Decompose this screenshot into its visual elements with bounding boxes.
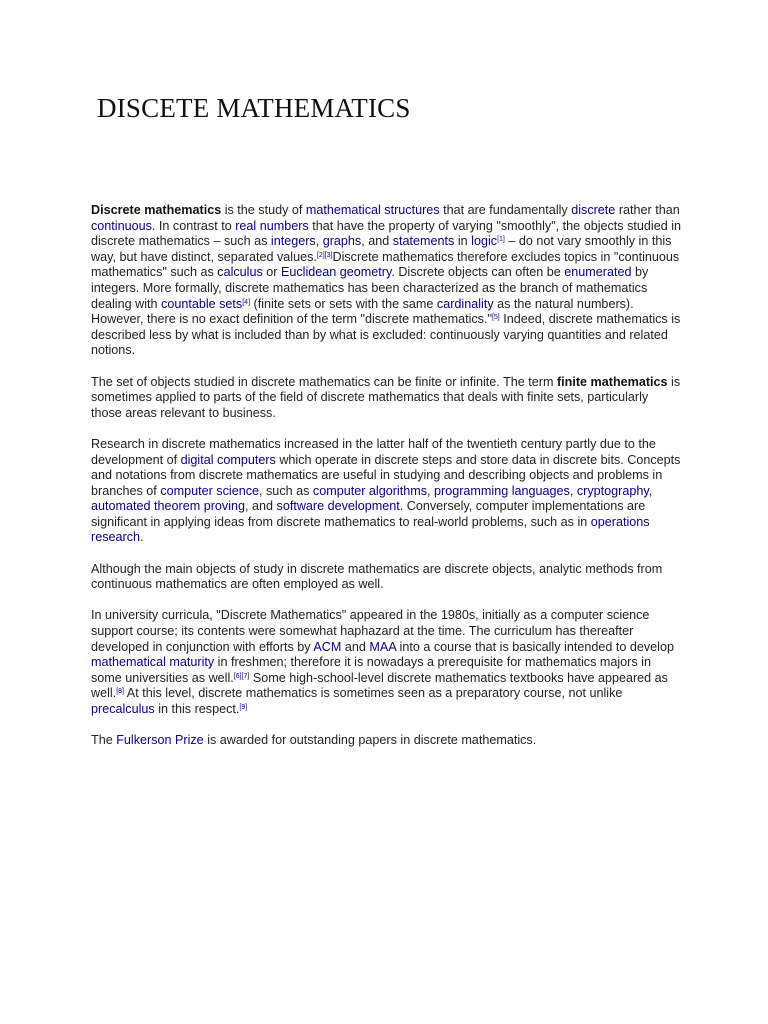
link-automated-theorem-proving[interactable]: automated theorem proving (91, 499, 246, 514)
text-run: , (569, 483, 577, 498)
text-run: . In contrast to (151, 218, 236, 233)
text-run: The set of objects studied in discrete mathematics can be finite or infinite. The term (91, 374, 557, 389)
text-run: . Discrete objects can often be (391, 265, 565, 280)
link-statements[interactable]: statements (392, 234, 455, 249)
citation (492, 314, 500, 321)
link-precalculus[interactable]: precalculus (91, 702, 155, 716)
text-run: in this respect. (154, 702, 240, 716)
text-run: , such as (259, 483, 313, 498)
link-cardinality[interactable]: cardinality (436, 296, 494, 311)
bold-term: finite mathematics (556, 374, 668, 389)
text-run: in freshmen; therefore it is nowadays a prerequisite for mathematics majors in some universities as well. (91, 655, 651, 685)
link-cryptography[interactable]: cryptography (576, 483, 649, 498)
link-graphs[interactable]: graphs (322, 234, 362, 249)
link-logic[interactable]: logic (471, 234, 498, 249)
text-run: , (648, 483, 653, 498)
text-run: , and (361, 234, 393, 249)
link-fulkerson-prize[interactable]: Fulkerson Prize (116, 733, 204, 748)
text-run: is sometimes applied to parts of the field of discrete mathematics that deals with finite sets, particularly those areas relevant to business. (91, 374, 681, 420)
article-body (91, 203, 681, 764)
link-computer-algorithms[interactable]: computer algorithms (312, 483, 428, 498)
link-calculus[interactable]: calculus (217, 265, 263, 280)
text-run: into a course that is basically intended to develop (396, 639, 674, 654)
text-run: Research in discrete mathematics increased in the latter half of the twentieth century partly due to the development of (91, 436, 656, 467)
text-run: , (315, 234, 323, 249)
link-euclidean-geometry[interactable]: Euclidean geometry (280, 265, 392, 280)
text-run: . Conversely, computer implementations are significant in applying ideas from discrete mathematics to real-world problems, such as in (91, 499, 646, 529)
citation-link[interactable]: [8] (116, 688, 124, 696)
text-run: – do not vary smoothly in this way, but have distinct, separated values. (91, 234, 672, 264)
paragraph-3 (91, 437, 681, 546)
text-run: is awarded for outstanding papers in discrete mathematics. (203, 733, 537, 748)
text-run: Some high-school-level discrete mathematics textbooks have appeared as well. (91, 670, 668, 701)
text-run: , and (245, 499, 277, 514)
link-mathematical-maturity[interactable]: mathematical maturity (91, 655, 215, 670)
link-mathematical-structures[interactable]: mathematical structures (305, 203, 440, 217)
text-run: by integers. More formally, discrete mathematics has been characterized as the branch of mathematics dealing with (91, 265, 649, 311)
citation (317, 252, 333, 259)
link-integers[interactable]: integers (270, 234, 316, 249)
citation-link[interactable]: [1] (497, 236, 505, 244)
citation-link[interactable]: [9] (239, 704, 248, 711)
citation-link[interactable]: [4] (242, 298, 251, 306)
link-real-numbers[interactable]: real numbers (235, 218, 309, 233)
text-run: Indeed, discrete mathematics is described less by what is included than by what is excluded: continuously varying quantities and related notions. (91, 312, 681, 358)
text-run: that have the property of varying "smoothly", the objects studied in discrete mathematics – such as (91, 218, 682, 249)
text-run: , (427, 483, 435, 498)
link-operations-research[interactable]: operations research (91, 514, 650, 545)
paragraph-2 (91, 375, 681, 422)
paragraph-5 (91, 608, 681, 717)
text-run: In university curricula, "Discrete Mathematics" appeared in the 1980s, initially as a computer science support course; its contents were somewhat haphazard at the time. The curriculum has thereafter developed in conjunction with efforts by (91, 608, 650, 654)
link-digital-computers[interactable]: digital computers (180, 452, 276, 467)
link-discrete[interactable]: discrete (571, 203, 616, 217)
link-computer-science[interactable]: computer science (160, 483, 260, 498)
citation (497, 236, 505, 243)
text-run: (finite sets or sets with the same (250, 296, 437, 311)
text-run: is the study of (221, 203, 306, 217)
citation (242, 299, 250, 306)
text-run: Although the main objects of study in discrete mathematics are discrete objects, analytic methods from continuous mathematics are often employed as well. (91, 561, 663, 592)
link-acm[interactable]: ACM (313, 639, 342, 654)
link-programming-languages[interactable]: programming languages (434, 483, 570, 498)
text-run: Discrete mathematics therefore excludes topics in "continuous mathematics" such as (91, 249, 680, 280)
text-run: . (140, 530, 144, 545)
citation (116, 688, 124, 695)
paragraph-6 (91, 733, 681, 749)
link-maa[interactable]: MAA (369, 639, 397, 654)
paragraph-4 (91, 562, 681, 593)
text-run: and (341, 639, 370, 654)
citation-link[interactable]: [6][7] (233, 672, 250, 680)
link-continuous[interactable]: continuous (91, 218, 152, 233)
citation (239, 704, 247, 711)
text-run: The (91, 733, 117, 748)
citation-link[interactable]: [2][3] (316, 251, 333, 259)
page-title: DISCETE MATHEMATICS (97, 93, 411, 123)
text-run: in (454, 234, 472, 249)
text-run: that are fundamentally (439, 203, 572, 217)
bold-term: Discrete mathematics (91, 203, 222, 217)
citation-link[interactable]: [5] (491, 314, 500, 322)
link-software-development[interactable]: software development (276, 499, 400, 514)
link-countable-sets[interactable]: countable sets (161, 296, 243, 311)
text-run: which operate in discrete steps and store data in discrete bits. Concepts and notations from discrete mathematics are useful in studying and describing objects and problems in branches of (91, 452, 681, 498)
citation (234, 673, 250, 680)
text-run: as the natural numbers). However, there is no exact definition of the term "discrete mathematics." (91, 296, 634, 327)
link-enumerated[interactable]: enumerated (564, 265, 632, 280)
text-run: rather than (615, 203, 680, 217)
text-run: or (262, 265, 281, 280)
paragraph-1 (91, 203, 681, 359)
text-run: At this level, discrete mathematics is sometimes seen as a preparatory course, not unlike (124, 686, 623, 701)
